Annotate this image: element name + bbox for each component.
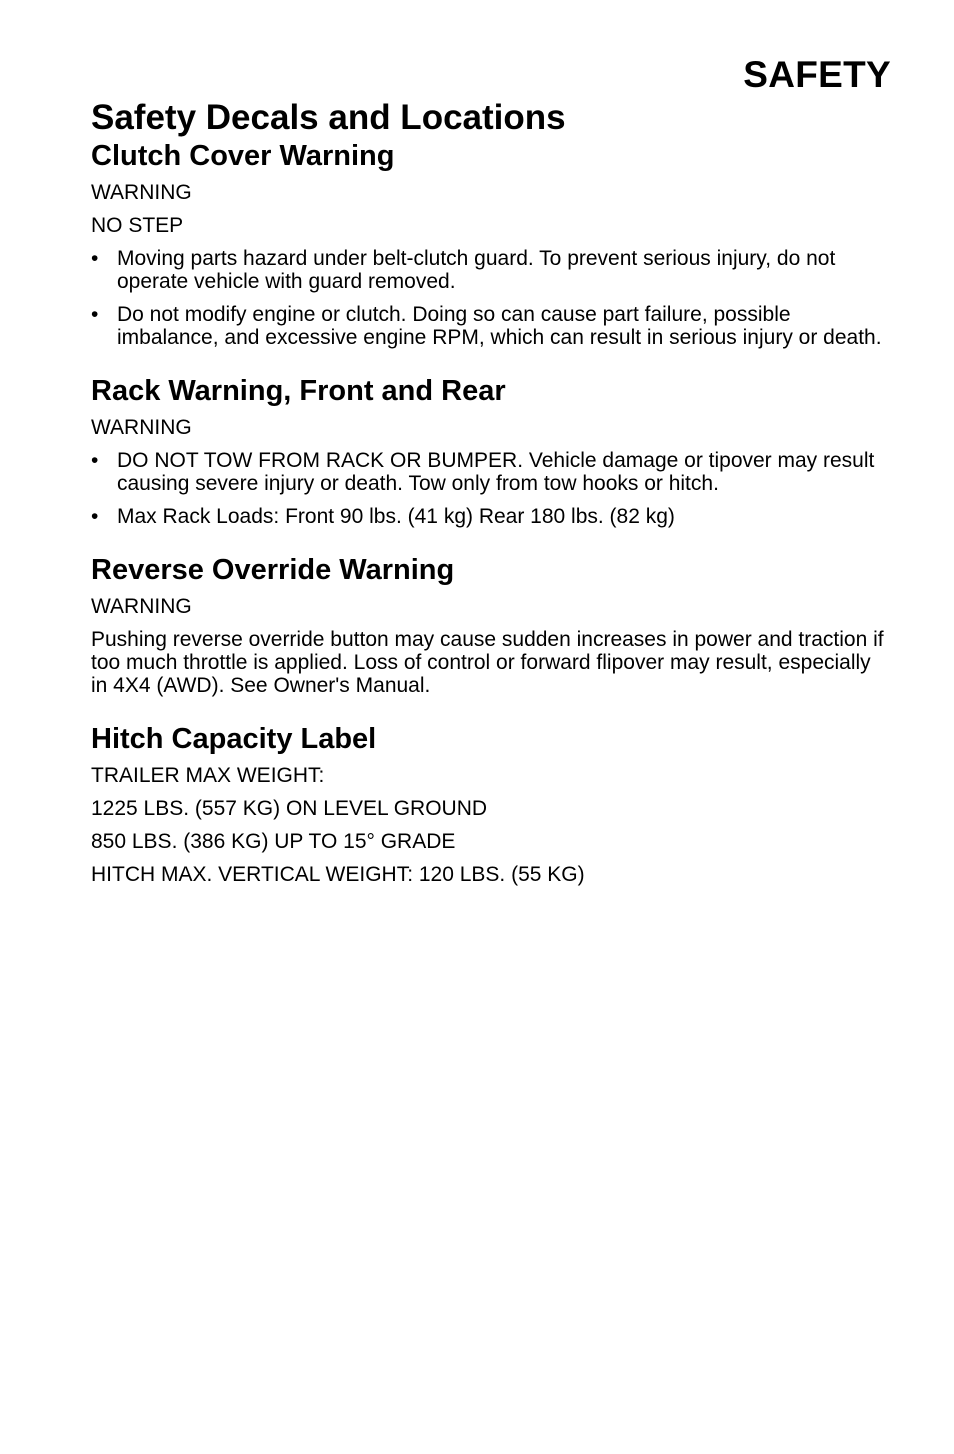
bullet-text: DO NOT TOW FROM RACK OR BUMPER. Vehicle damage or tipover may result causing severe injury or death. Tow only from tow hooks or hitch. — [117, 449, 875, 495]
bullet-list — [91, 237, 891, 349]
decal-text-line: NO STEP — [91, 214, 184, 237]
decal-text-line: TRAILER MAX WEIGHT: — [91, 764, 325, 787]
bullet-item — [91, 439, 891, 495]
running-header: SAFETY — [743, 54, 891, 95]
bullet-item — [91, 293, 891, 349]
bullet-text: Moving parts hazard under belt-clutch guard. To prevent serious injury, do not operate vehicle with guard removed. — [117, 247, 836, 293]
page-title: Safety Decals and Locations — [91, 98, 566, 137]
decal-text-line: 1225 LBS. (557 KG) ON LEVEL GROUND — [91, 797, 488, 820]
section-reverse-override-warning — [91, 528, 891, 697]
decal-text-line: WARNING — [91, 595, 192, 618]
decal-text-line: WARNING — [91, 181, 192, 204]
section-hitch-capacity-label — [91, 697, 891, 886]
bullet-glyph: • — [91, 247, 99, 270]
bullet-glyph: • — [91, 505, 99, 528]
decal-text-line: 850 LBS. (386 KG) UP TO 15° GRADE — [91, 830, 456, 853]
section-clutch-cover-warning — [91, 138, 891, 349]
bullet-item — [91, 495, 891, 528]
section-rack-warning — [91, 349, 891, 528]
bullet-glyph: • — [91, 303, 99, 326]
bullet-text: Do not modify engine or clutch. Doing so can cause part failure, possible imbalance, and excessive engine RPM, which can result in serious injury or death. — [117, 303, 882, 349]
decal-text-line: HITCH MAX. VERTICAL WEIGHT: 120 LBS. (55 KG) — [91, 863, 585, 886]
section-heading: Reverse Override Warning — [91, 554, 455, 586]
decal-text-line: WARNING — [91, 416, 192, 439]
bullet-list — [91, 439, 891, 528]
page-content — [91, 138, 891, 886]
bullet-glyph: • — [91, 449, 99, 472]
section-heading: Rack Warning, Front and Rear — [91, 375, 506, 407]
bullet-item — [91, 237, 891, 293]
bullet-text: Max Rack Loads: Front 90 lbs. (41 kg) Rear 180 lbs. (82 kg) — [117, 505, 675, 528]
section-heading: Hitch Capacity Label — [91, 723, 377, 755]
section-heading: Clutch Cover Warning — [91, 140, 395, 172]
decal-paragraph: Pushing reverse override button may cause sudden increases in power and traction if too much throttle is applied. Loss of control or forward flipover may result, especially in 4X4 (AWD). See Owner's Manual. — [91, 628, 884, 697]
